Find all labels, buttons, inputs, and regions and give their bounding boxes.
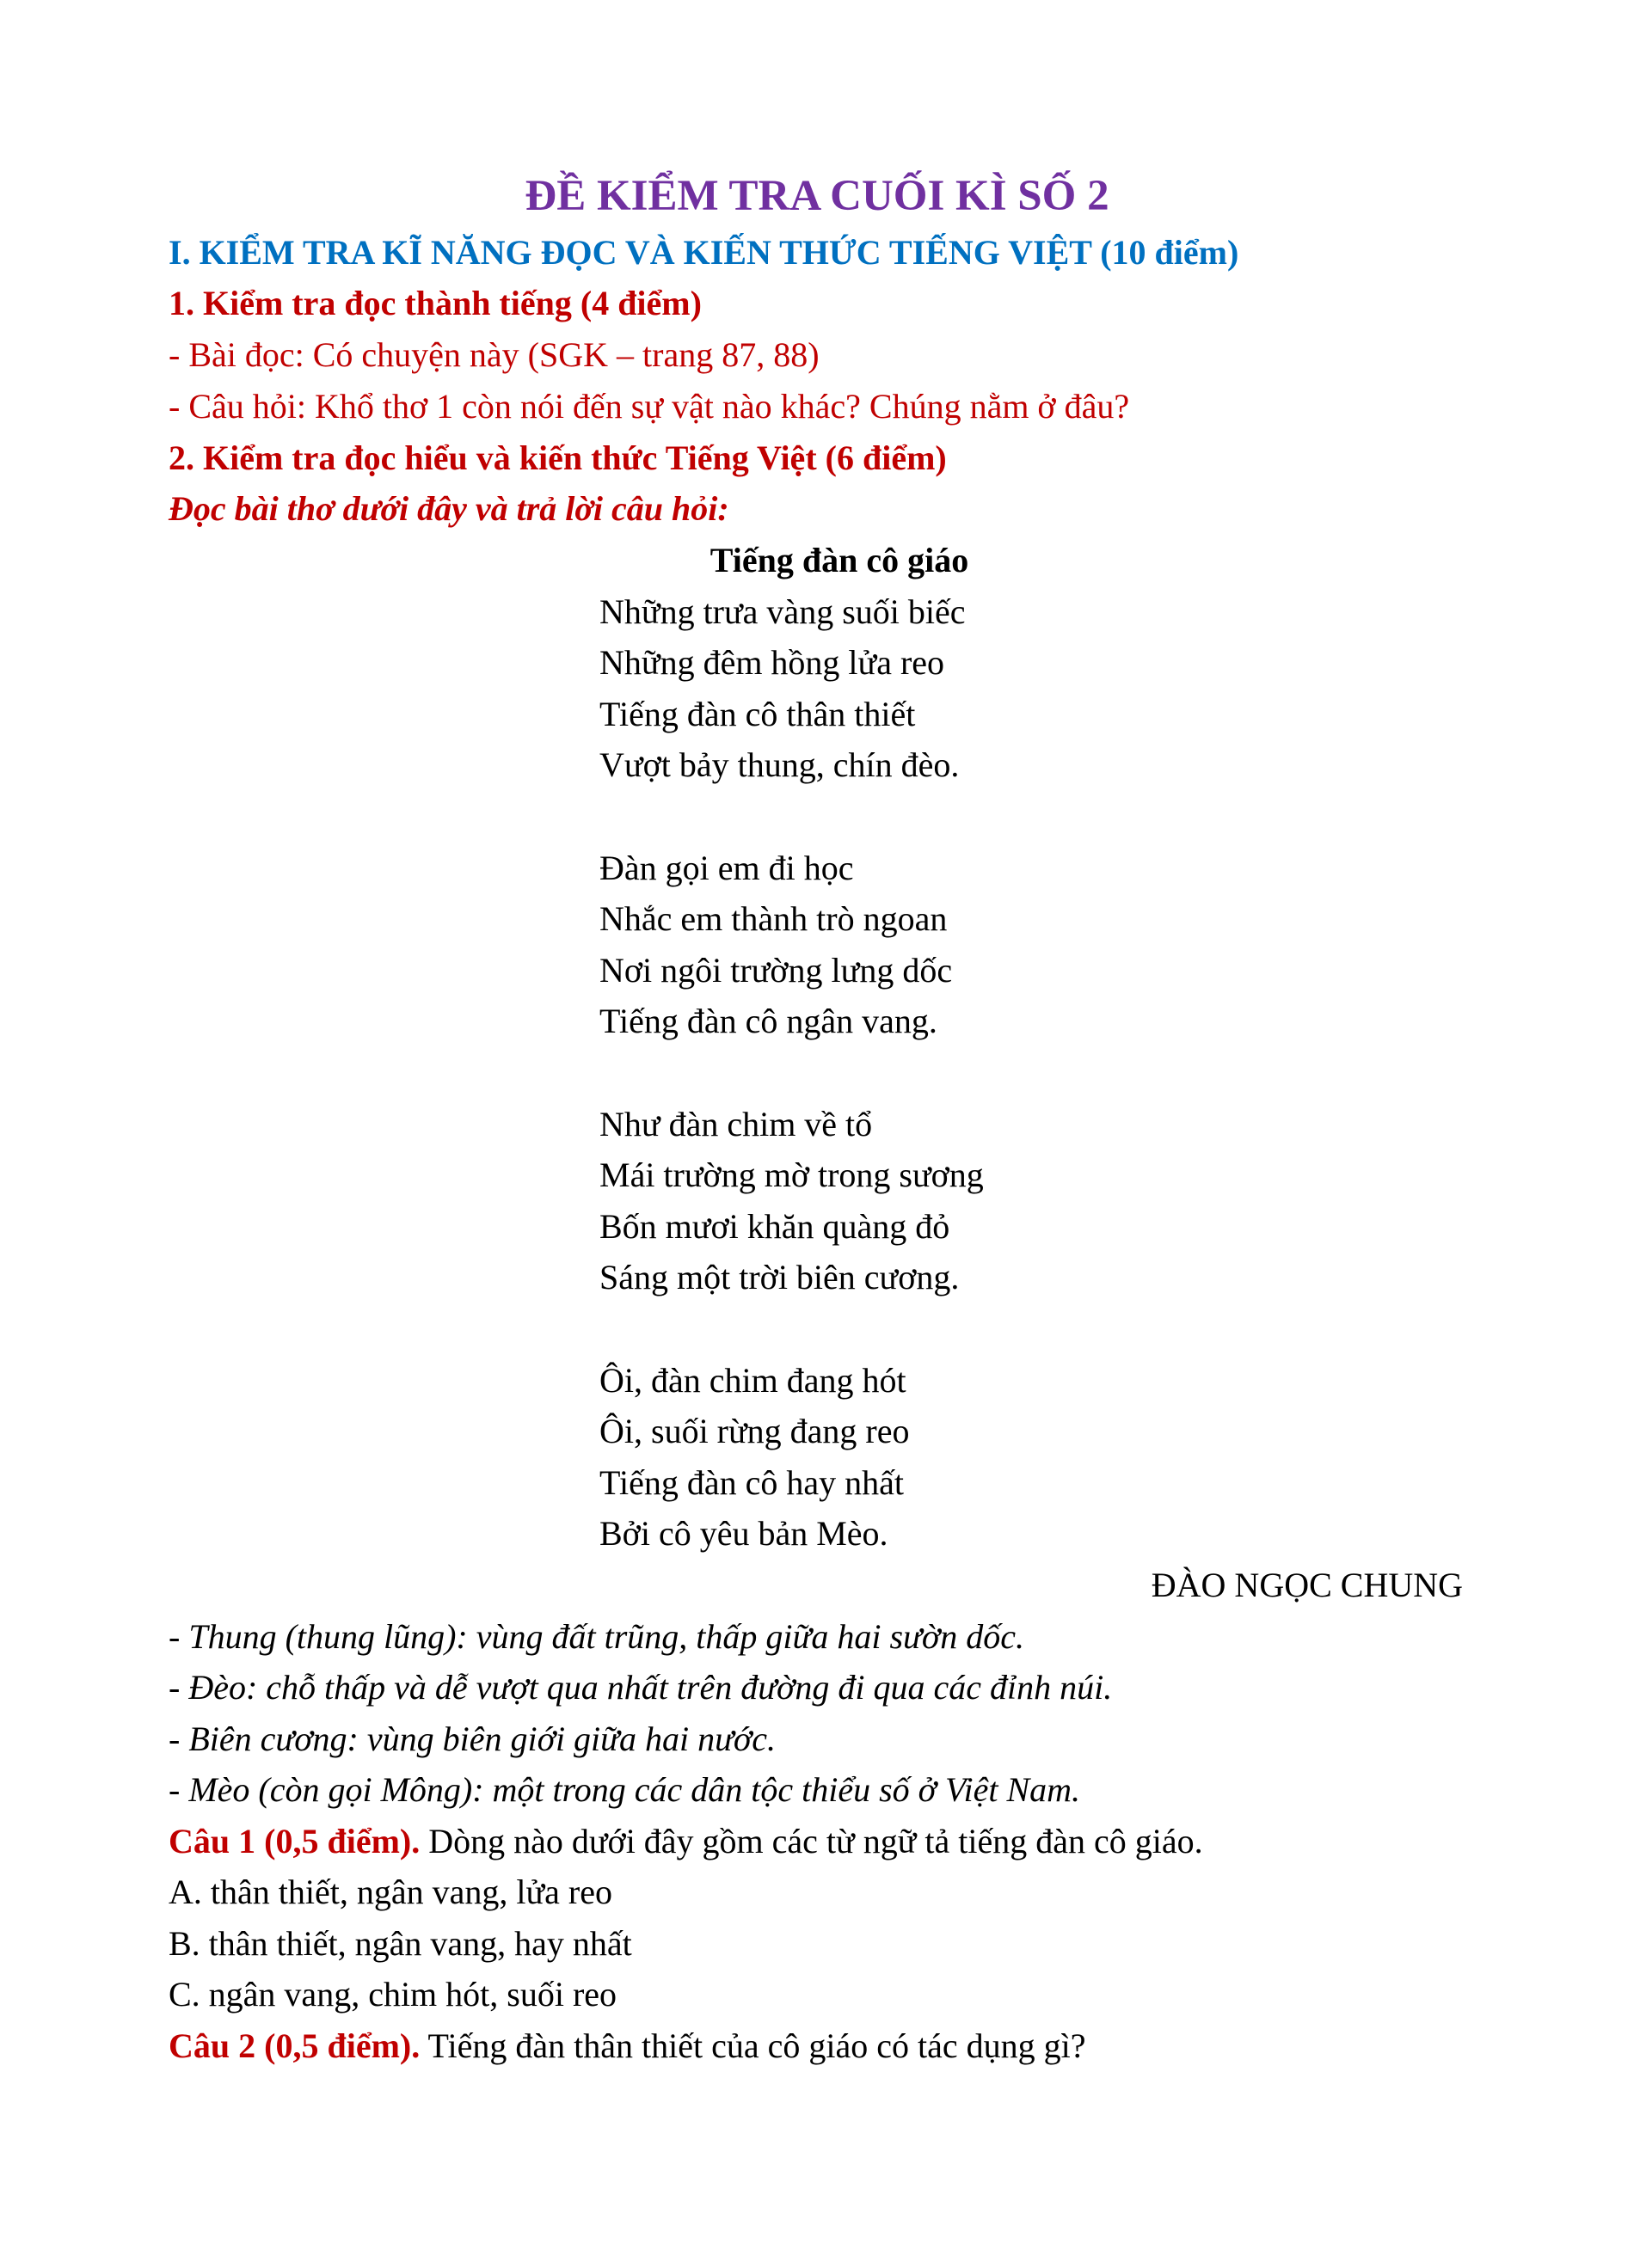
poem-line: Những trưa vàng suối biếc	[599, 592, 966, 631]
question-text: Dòng nào dưới đây gồm các từ ngữ tả tiếng đàn cô giáo.	[420, 1822, 1203, 1860]
poem-line: Bởi cô yêu bản Mèo.	[599, 1514, 888, 1553]
poem-line: Bốn mươi khăn quàng đỏ	[599, 1207, 950, 1246]
poem-line: Ôi, suối rừng đang reo	[599, 1412, 910, 1450]
poem-line: Như đàn chim về tổ	[599, 1105, 873, 1143]
poem-line: Tiếng đàn cô thân thiết	[599, 695, 916, 733]
glossary-item: - Biên cương: vùng biên giới giữa hai nước.	[169, 1719, 777, 1758]
question-text: Tiếng đàn thân thiết của cô giáo có tác dụng gì?	[420, 2026, 1086, 2065]
answer-option: B. thân thiết, ngân vang, hay nhất	[169, 1924, 632, 1963]
poem-line: Tiếng đàn cô ngân vang.	[599, 1002, 937, 1040]
answer-option: C. ngân vang, chim hót, suối reo	[169, 1975, 617, 2014]
page-title: ĐỀ KIỂM TRA CUỐI KÌ SỐ 2	[525, 172, 1109, 220]
glossary-item: - Thung (thung lũng): vùng đất trũng, thấp giữa hai sườn dốc.	[169, 1617, 1024, 1656]
glossary-item: - Mèo (còn gọi Mông): một trong các dân tộc thiểu số ở Việt Nam.	[169, 1770, 1081, 1809]
glossary-item: - Đèo: chỗ thấp và dễ vượt qua nhất trên đường đi qua các đỉnh núi.	[169, 1668, 1113, 1707]
answer-option: A. thân thiết, ngân vang, lửa reo	[169, 1873, 612, 1911]
part-2-heading: 2. Kiểm tra đọc hiểu và kiến thức Tiếng Việt (6 điểm)	[169, 438, 947, 477]
poem-line: Nơi ngôi trường lưng dốc	[599, 951, 953, 990]
question-label: Câu 1 (0,5 điểm).	[169, 1822, 421, 1860]
part-1-heading: 1. Kiểm tra đọc thành tiếng (4 điểm)	[169, 284, 702, 322]
poem-author: ĐÀO NGỌC CHUNG	[1151, 1566, 1463, 1604]
poem-title: Tiếng đàn cô giáo	[710, 541, 969, 579]
poem-line: Sáng một trời biên cương.	[599, 1258, 960, 1296]
poem-line: Mái trường mờ trong sương	[599, 1155, 984, 1194]
poem-line: Ôi, đàn chim đang hót	[599, 1361, 906, 1400]
section-heading: I. KIỂM TRA KĨ NĂNG ĐỌC VÀ KIẾN THỨC TIẾNG VIỆT (10 điểm)	[169, 233, 1239, 272]
reading-question: - Câu hỏi: Khổ thơ 1 còn nói đến sự vật nào khác? Chúng nằm ở đâu?	[169, 387, 1130, 426]
question-label: Câu 2 (0,5 điểm).	[169, 2026, 421, 2065]
question-2	[169, 2026, 1085, 2067]
question-1	[169, 1821, 1203, 1862]
reading-passage-info: - Bài đọc: Có chuyện này (SGK – trang 87, 88)	[169, 335, 820, 374]
poem-line: Vượt bảy thung, chín đèo.	[599, 745, 960, 784]
poem-line: Tiếng đàn cô hay nhất	[599, 1463, 905, 1502]
instruction: Đọc bài thơ dưới đây và trả lời câu hỏi:	[169, 489, 729, 528]
poem-line: Đàn gọi em đi học	[599, 849, 854, 887]
poem-line: Nhắc em thành trò ngoan	[599, 899, 948, 938]
poem-line: Những đêm hồng lửa reo	[599, 643, 945, 682]
